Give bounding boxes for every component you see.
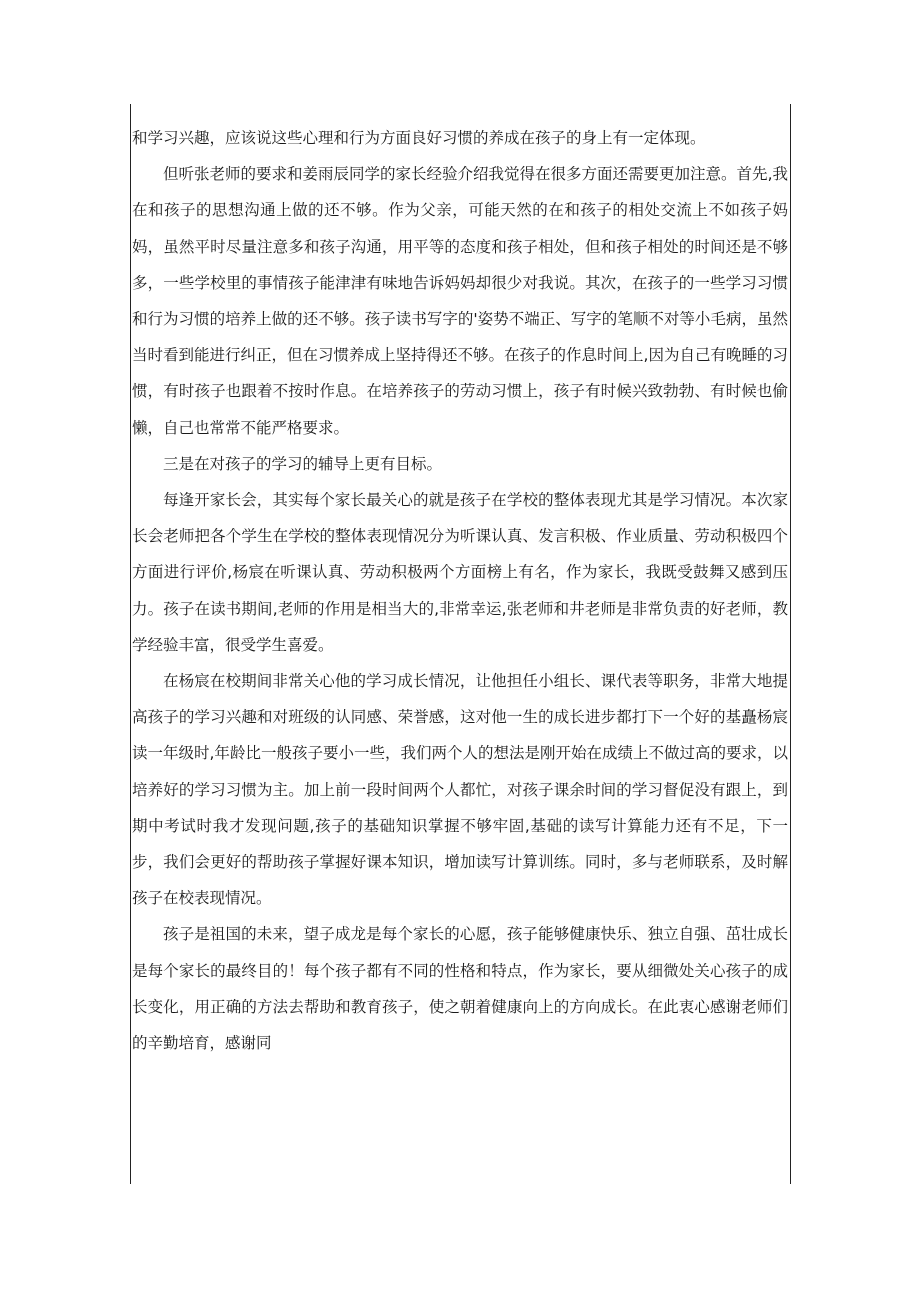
paragraph-2: 但听张老师的要求和姜雨辰同学的家长经验介绍我觉得在很多方面还需要更加注意。首先,我在和孩子的思想沟通上做的还不够。作为父亲，可能天然的在和孩子的相处交流上不如孩子妈妈，虽然平时尽量注意多和孩子沟通，用平等的态度和孩子相处，但和孩子相处的时间还是不够多，一些学校里的事情孩子能津津有味地告诉妈妈却很少对我说。其次，在孩子的一些学习习惯和行为习惯的培养上做的还不够。孩子读书写字的'姿势不端正、写字的笔顺不对等小毛病，虽然当时看到能进行纠正，但在习惯养成上坚持得还不够。在孩子的作息时间上,因为自己有晚睡的习惯，有时孩子也跟着不按时作息。在培养孩子的劳动习惯上，孩子有时候兴致勃勃、有时候也偷懒，自己也常常不能严格要求。 <box>132 165 788 437</box>
page-border-right <box>790 104 791 1184</box>
page-border-left <box>130 104 131 1184</box>
paragraph-6: 孩子是祖国的未来，望子成龙是每个家长的心愿，孩子能够健康快乐、独立自强、茁壮成长是每个家长的最终目的！每个孩子都有不同的性格和特点，作为家长，要从细微处关心孩子的成长变化，用正确的方法去帮助和教育孩子，使之朝着健康向上的方向成长。在此衷心感谢老师们的辛勤培育，感谢同 <box>132 925 788 1053</box>
paragraph-3: 三是在对孩子的学习的辅导上更有目标。 <box>163 454 443 473</box>
paragraph-1: 和学习兴趣，应该说这些心理和行为方面良好习惯的养成在孩子的身上有一定体现。 <box>132 129 706 147</box>
paragraph-4: 每逢开家长会，其实每个家长最关心的就是孩子在学校的整体表现尤其是学习情况。本次家长会老师把各个学生在学校的整体表现情况分为听课认真、发言积极、作业质量、劳动积极四个方面进行评价,杨宸在听课认真、劳动积极两个方面榜上有名，作为家长，我既受鼓舞又感到压力。孩子在读书期间,老师的作用是相当大的,非常幸运,张老师和井老师是非常负责的好老师，教学经验丰富，很受学生喜爱。 <box>132 491 788 654</box>
paragraph-5: 在杨宸在校期间非常关心他的学习成长情况，让他担任小组长、课代表等职务，非常大地提高孩子的学习兴趣和对班级的认同感、荣誉感，这对他一生的成长进步都打下一个好的基矗杨宸读一年级时,年龄比一般孩子要小一些，我们两个人的想法是刚开始在成绩上不做过高的要求，以培养好的学习习惯为主。加上前一段时间两个人都忙，对孩子课余时间的学习督促没有跟上，到期中考试时我才发现问题,孩子的基础知识掌握不够牢固,基础的读写计算能力还有不足，下一步，我们会更好的帮助孩子掌握好课本知识，增加读写计算训练。同时，多与老师联系，及时解孩子在校表现情况。 <box>132 672 788 908</box>
document-body <box>132 120 788 1061</box>
